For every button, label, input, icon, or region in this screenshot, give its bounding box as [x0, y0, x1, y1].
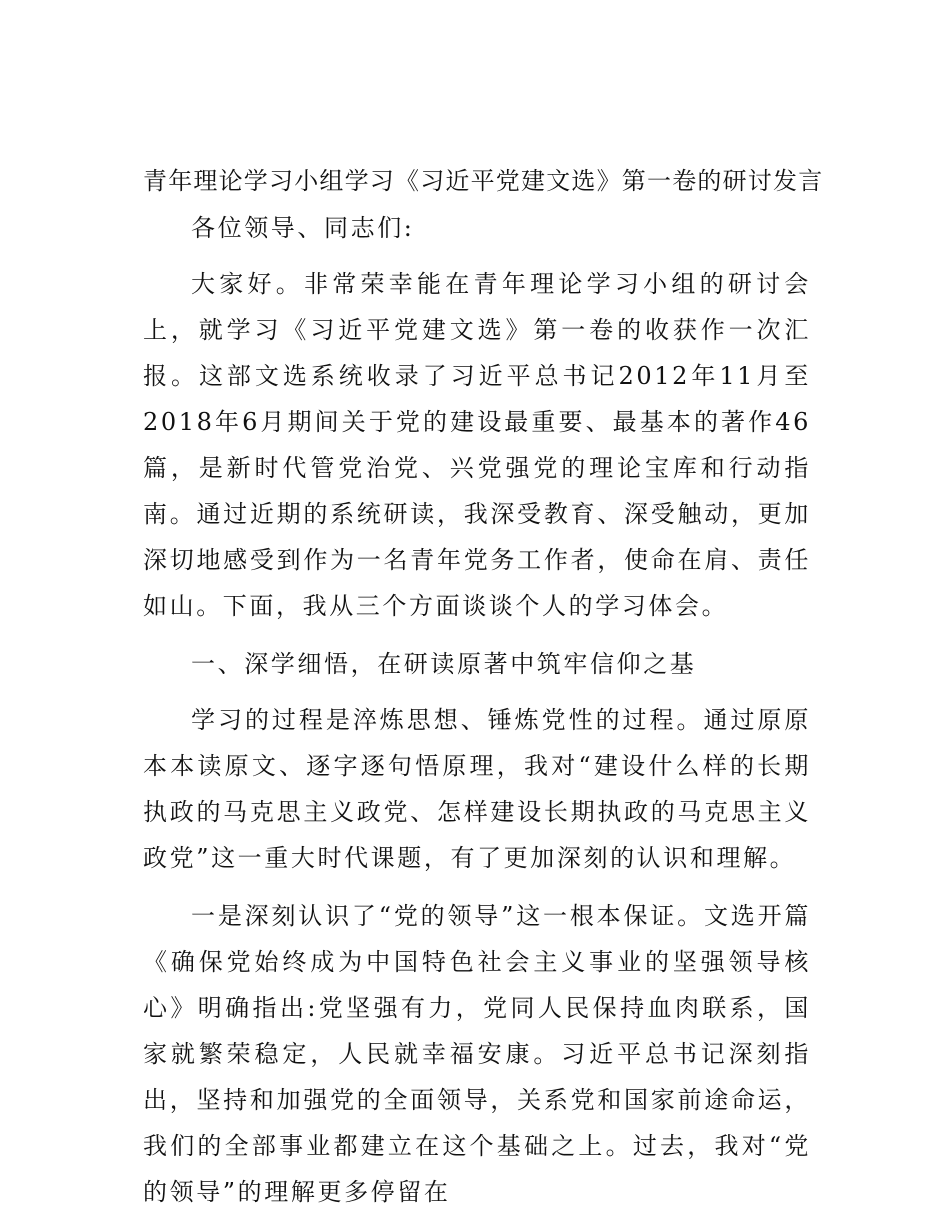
paragraph-party-leadership: 一是深刻认识了“党的领导”这一根本保证。文选开篇《确保党始终成为中国特色社会主义事业的坚强领导核心》明确指出:党坚强有力，党同人民保持血肉联系，国家就繁荣稳定，人民就幸福安康。习近平总书记深刻指出，坚持和加强党的全面领导，关系党和国家前途命运，我们的全部事业都建立在这个基础之上。过去，我对“党的领导”的理解更多停留在	[143, 902, 811, 1206]
document-body	[143, 158, 824, 1227]
section-heading: 一、深学细悟，在研读原著中筑牢信仰之基	[191, 650, 697, 678]
salutation: 各位领导、同志们:	[191, 214, 415, 242]
document-title: 青年理论学习小组学习《习近平党建文选》第一卷的研讨发言	[143, 167, 824, 195]
paragraph-intro: 大家好。非常荣幸能在青年理论学习小组的研讨会上，就学习《习近平党建文选》第一卷的收获作一次汇报。这部文选系统收录了习近平总书记2012年11月至2018年6月期间关于党的建设最重要、最基本的著作46篇，是新时代管党治党、兴党强党的理论宝库和行动指南。通过近期的系统研读，我深受教育、深受触动，更加深切地感受到作为一名青年党务工作者，使命在肩、责任如山。下面，我从三个方面谈谈个人的学习体会。	[143, 270, 811, 620]
paragraph-study-process: 学习的过程是淬炼思想、锤炼党性的过程。通过原原本本读原文、逐字逐句悟原理，我对“建设什么样的长期执政的马克思主义政党、怎样建设长期执政的马克思主义政党”这一重大时代课题，有了更加深刻的认识和理解。	[143, 706, 811, 872]
